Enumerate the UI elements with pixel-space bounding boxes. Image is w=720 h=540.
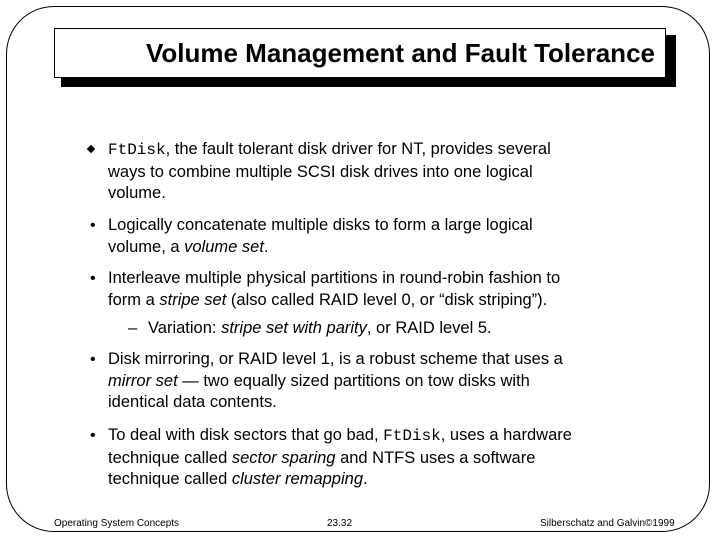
footer-course: Operating System Concepts: [54, 518, 180, 529]
bullet-sector-sparing: To deal with disk sectors that go bad, FtDisk, uses a hardware technique called sector sparing and NTFS uses a software technique called cluster remapping.: [108, 426, 572, 488]
term-sector-sparing: sector sparing: [231, 448, 336, 467]
term-stripe-set-with-parity: stripe set with parity: [221, 319, 367, 337]
term-stripe-set: stripe set: [159, 290, 227, 309]
sub-bullet-dash: –: [128, 319, 138, 337]
intro-line-3: volume.: [108, 184, 166, 202]
bullet-icon: •: [90, 427, 96, 444]
footer-authors: Silberschatz and Galvin©1999: [540, 518, 675, 529]
term-mirror-set: mirror set: [108, 371, 178, 390]
term-volume-set: volume set: [184, 237, 264, 256]
bullet-volume-set: Logically concatenate multiple disks to form a large logical volume, a volume set.: [108, 216, 533, 256]
slide-title: Volume Management and Fault Tolerance: [145, 37, 655, 68]
bullet-mirror-set: Disk mirroring, or RAID level 1, is a robust scheme that uses a mirror set — two equally sized partitions on tow disks with identical data contents.: [108, 350, 563, 411]
bullet-stripe-set: Interleave multiple physical partitions in round-robin fashion to form a stripe set (also called RAID level 0, or “disk striping”).: [108, 269, 561, 309]
title-box: [54, 28, 666, 78]
sub-bullet-parity: Variation: stripe set with parity, or RAID level 5.: [148, 319, 492, 337]
intro-line-1: FtDisk, the fault tolerant disk driver for NT, provides several: [108, 140, 551, 159]
intro-paragraph: [108, 139, 551, 205]
bullet-icon: •: [90, 351, 96, 368]
ftdisk-code: FtDisk: [383, 427, 441, 445]
bullet-icon: •: [90, 270, 96, 287]
intro-line-2: ways to combine multiple SCSI disk drives into one logical: [108, 162, 533, 181]
footer-page-number: 23.32: [327, 518, 353, 529]
ftdisk-code: FtDisk: [108, 141, 166, 159]
term-cluster-remapping: cluster remapping: [231, 470, 363, 488]
bullet-icon: •: [90, 217, 96, 234]
